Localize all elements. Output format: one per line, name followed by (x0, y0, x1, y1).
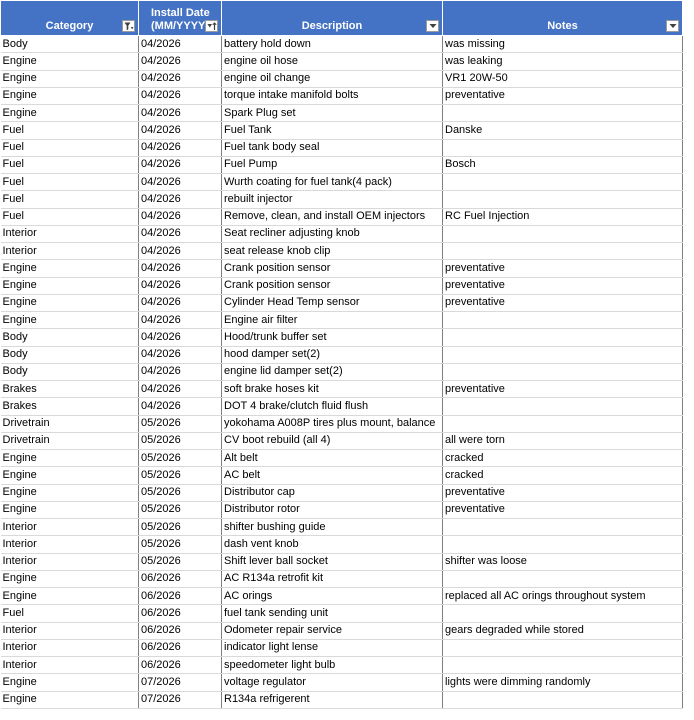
cell-category[interactable]: Engine (1, 260, 139, 277)
cell-notes[interactable]: Bosch (443, 156, 683, 173)
cell-install-date[interactable]: 04/2026 (139, 53, 222, 70)
cell-description[interactable]: voltage regulator (222, 674, 443, 691)
table-row (1, 381, 683, 398)
cell-category[interactable]: Engine (1, 501, 139, 518)
install-date-header[interactable] (139, 1, 222, 36)
cell-notes[interactable] (443, 346, 683, 363)
cell-notes[interactable]: preventative (443, 260, 683, 277)
cell-install-date[interactable]: 06/2026 (139, 657, 222, 674)
cell-category[interactable]: Interior (1, 657, 139, 674)
cell-notes[interactable] (443, 139, 683, 156)
cell-category[interactable]: Engine (1, 467, 139, 484)
cell-category[interactable]: Interior (1, 225, 139, 242)
cell-install-date[interactable]: 04/2026 (139, 225, 222, 242)
cell-description[interactable]: Crank position sensor (222, 277, 443, 294)
cell-description[interactable]: speedometer light bulb (222, 657, 443, 674)
cell-notes[interactable] (443, 398, 683, 415)
cell-description[interactable]: torque intake manifold bolts (222, 87, 443, 104)
description-header-label: Description (301, 20, 363, 32)
cell-category[interactable]: Drivetrain (1, 415, 139, 432)
cell-description[interactable]: Remove, clean, and install OEM injectors (222, 208, 443, 225)
cell-notes[interactable]: preventative (443, 381, 683, 398)
cell-description[interactable]: Cylinder Head Temp sensor (222, 294, 443, 311)
cell-install-date[interactable]: 07/2026 (139, 674, 222, 691)
filter-active-icon[interactable] (122, 20, 135, 32)
install-date-header-line1: Install Date (151, 7, 210, 19)
cell-category[interactable]: Interior (1, 536, 139, 553)
table-row (1, 674, 683, 691)
sort-ascending-icon[interactable] (205, 20, 218, 32)
cell-category[interactable]: Engine (1, 484, 139, 501)
cell-description[interactable]: Wurth coating for fuel tank(4 pack) (222, 174, 443, 191)
table-row (1, 53, 683, 70)
cell-category[interactable]: Body (1, 346, 139, 363)
cell-notes[interactable]: cracked (443, 450, 683, 467)
notes-header-label: Notes (547, 20, 578, 32)
cell-description[interactable]: Spark Plug set (222, 105, 443, 122)
table-body (1, 36, 683, 709)
cell-description[interactable]: Distributor rotor (222, 501, 443, 518)
cell-category[interactable]: Fuel (1, 605, 139, 622)
cell-install-date[interactable]: 05/2026 (139, 536, 222, 553)
cell-description[interactable]: dash vent knob (222, 536, 443, 553)
cell-description[interactable]: fuel tank sending unit (222, 605, 443, 622)
cell-install-date[interactable]: 05/2026 (139, 415, 222, 432)
cell-install-date[interactable]: 04/2026 (139, 243, 222, 260)
cell-install-date[interactable]: 04/2026 (139, 208, 222, 225)
cell-install-date[interactable]: 04/2026 (139, 277, 222, 294)
cell-notes[interactable] (443, 519, 683, 536)
cell-notes[interactable]: RC Fuel Injection (443, 208, 683, 225)
install-date-header-line2: (MM/YYYY (151, 20, 206, 32)
table-row (1, 519, 683, 536)
cell-category[interactable]: Interior (1, 622, 139, 639)
description-header[interactable] (222, 1, 443, 36)
header-row (1, 1, 683, 36)
table-row (1, 277, 683, 294)
cell-notes[interactable]: preventative (443, 87, 683, 104)
cell-notes[interactable] (443, 691, 683, 708)
cell-description[interactable]: rebuilt injector (222, 191, 443, 208)
cell-category[interactable]: Engine (1, 53, 139, 70)
table-row (1, 691, 683, 708)
table-row (1, 363, 683, 380)
cell-install-date[interactable]: 06/2026 (139, 605, 222, 622)
table-row (1, 36, 683, 53)
cell-description[interactable]: engine lid damper set(2) (222, 363, 443, 380)
cell-install-date[interactable]: 05/2026 (139, 432, 222, 449)
cell-category[interactable]: Fuel (1, 156, 139, 173)
cell-install-date[interactable]: 04/2026 (139, 363, 222, 380)
table-row (1, 225, 683, 242)
cell-description[interactable]: AC belt (222, 467, 443, 484)
cell-notes[interactable] (443, 415, 683, 432)
table-row (1, 553, 683, 570)
cell-category[interactable]: Engine (1, 312, 139, 329)
cell-category[interactable]: Engine (1, 674, 139, 691)
cell-install-date[interactable]: 06/2026 (139, 588, 222, 605)
table-row (1, 484, 683, 501)
table-row (1, 87, 683, 104)
cell-install-date[interactable]: 07/2026 (139, 691, 222, 708)
cell-notes[interactable] (443, 243, 683, 260)
cell-description[interactable]: CV boot rebuild (all 4) (222, 432, 443, 449)
cell-install-date[interactable]: 04/2026 (139, 260, 222, 277)
cell-category[interactable]: Drivetrain (1, 432, 139, 449)
cell-install-date[interactable]: 04/2026 (139, 381, 222, 398)
cell-description[interactable]: engine oil change (222, 70, 443, 87)
cell-category[interactable]: Engine (1, 294, 139, 311)
cell-category[interactable]: Fuel (1, 122, 139, 139)
cell-notes[interactable] (443, 312, 683, 329)
cell-description[interactable]: Seat recliner adjusting knob (222, 225, 443, 242)
cell-description[interactable]: DOT 4 brake/clutch fluid flush (222, 398, 443, 415)
cell-notes[interactable]: lights were dimming randomly (443, 674, 683, 691)
cell-notes[interactable]: VR1 20W-50 (443, 70, 683, 87)
table-row (1, 312, 683, 329)
cell-install-date[interactable]: 04/2026 (139, 398, 222, 415)
cell-install-date[interactable]: 04/2026 (139, 70, 222, 87)
category-header[interactable] (1, 1, 139, 36)
cell-install-date[interactable]: 04/2026 (139, 36, 222, 53)
cell-notes[interactable] (443, 657, 683, 674)
cell-description[interactable]: yokohama A008P tires plus mount, balance (222, 415, 443, 432)
cell-description[interactable]: R134a refrigerent (222, 691, 443, 708)
cell-category[interactable]: Brakes (1, 381, 139, 398)
cell-notes[interactable] (443, 105, 683, 122)
cell-install-date[interactable]: 05/2026 (139, 450, 222, 467)
cell-category[interactable]: Interior (1, 519, 139, 536)
table-row (1, 174, 683, 191)
cell-notes[interactable]: preventative (443, 294, 683, 311)
cell-notes[interactable] (443, 536, 683, 553)
cell-notes[interactable]: cracked (443, 467, 683, 484)
cell-category[interactable]: Engine (1, 105, 139, 122)
cell-description[interactable]: battery hold down (222, 36, 443, 53)
dropdown-arrow-icon[interactable] (666, 20, 679, 32)
cell-description[interactable]: Fuel Tank (222, 122, 443, 139)
cell-notes[interactable]: gears degraded while stored (443, 622, 683, 639)
cell-install-date[interactable]: 04/2026 (139, 174, 222, 191)
cell-install-date[interactable]: 04/2026 (139, 122, 222, 139)
cell-category[interactable]: Engine (1, 450, 139, 467)
table-row (1, 622, 683, 639)
cell-category[interactable]: Engine (1, 588, 139, 605)
cell-description[interactable]: Distributor cap (222, 484, 443, 501)
table-row (1, 191, 683, 208)
cell-category[interactable]: Engine (1, 277, 139, 294)
cell-category[interactable]: Engine (1, 70, 139, 87)
cell-category[interactable]: Fuel (1, 174, 139, 191)
cell-category[interactable]: Engine (1, 691, 139, 708)
cell-category[interactable]: Body (1, 329, 139, 346)
cell-install-date[interactable]: 04/2026 (139, 156, 222, 173)
table-row (1, 294, 683, 311)
cell-description[interactable]: Engine air filter (222, 312, 443, 329)
cell-description[interactable]: AC orings (222, 588, 443, 605)
cell-description[interactable]: Crank position sensor (222, 260, 443, 277)
cell-category[interactable]: Interior (1, 243, 139, 260)
table-row (1, 398, 683, 415)
cell-notes[interactable]: was leaking (443, 53, 683, 70)
notes-header[interactable] (443, 1, 683, 36)
cell-notes[interactable] (443, 363, 683, 380)
table-row (1, 605, 683, 622)
cell-category[interactable]: Interior (1, 639, 139, 656)
table-row (1, 450, 683, 467)
cell-install-date[interactable]: 04/2026 (139, 191, 222, 208)
cell-description[interactable]: indicator light lense (222, 639, 443, 656)
cell-category[interactable]: Fuel (1, 208, 139, 225)
table-row (1, 657, 683, 674)
cell-notes[interactable] (443, 605, 683, 622)
cell-install-date[interactable]: 04/2026 (139, 329, 222, 346)
table-row (1, 570, 683, 587)
cell-notes[interactable] (443, 329, 683, 346)
table-row (1, 588, 683, 605)
cell-description[interactable]: hood damper set(2) (222, 346, 443, 363)
cell-notes[interactable] (443, 174, 683, 191)
cell-notes[interactable]: Danske (443, 122, 683, 139)
table-row (1, 122, 683, 139)
cell-category[interactable]: Engine (1, 570, 139, 587)
cell-notes[interactable]: was missing (443, 36, 683, 53)
cell-description[interactable]: Hood/trunk buffer set (222, 329, 443, 346)
table-row (1, 536, 683, 553)
table-row (1, 415, 683, 432)
cell-description[interactable]: Fuel Pump (222, 156, 443, 173)
table-row (1, 139, 683, 156)
table-row (1, 208, 683, 225)
cell-notes[interactable]: preventative (443, 277, 683, 294)
cell-notes[interactable]: all were torn (443, 432, 683, 449)
cell-install-date[interactable]: 04/2026 (139, 294, 222, 311)
cell-category[interactable]: Fuel (1, 191, 139, 208)
cell-install-date[interactable]: 04/2026 (139, 346, 222, 363)
category-header-label: Category (45, 20, 94, 32)
cell-description[interactable]: Shift lever ball socket (222, 553, 443, 570)
table-row (1, 432, 683, 449)
cell-notes[interactable]: shifter was loose (443, 553, 683, 570)
cell-category[interactable]: Engine (1, 87, 139, 104)
cell-install-date[interactable]: 04/2026 (139, 105, 222, 122)
cell-description[interactable]: Alt belt (222, 450, 443, 467)
cell-description[interactable]: Odometer repair service (222, 622, 443, 639)
cell-install-date[interactable]: 06/2026 (139, 622, 222, 639)
table-row (1, 260, 683, 277)
cell-install-date[interactable]: 06/2026 (139, 570, 222, 587)
table-row (1, 105, 683, 122)
table-row (1, 346, 683, 363)
cell-notes[interactable]: preventative (443, 484, 683, 501)
cell-category[interactable]: Brakes (1, 398, 139, 415)
cell-install-date[interactable]: 05/2026 (139, 484, 222, 501)
cell-category[interactable]: Body (1, 36, 139, 53)
cell-description[interactable]: AC R134a retrofit kit (222, 570, 443, 587)
cell-category[interactable]: Fuel (1, 139, 139, 156)
cell-description[interactable]: soft brake hoses kit (222, 381, 443, 398)
cell-description[interactable]: shifter bushing guide (222, 519, 443, 536)
table-row (1, 329, 683, 346)
table-row (1, 156, 683, 173)
dropdown-arrow-icon[interactable] (426, 20, 439, 32)
cell-notes[interactable] (443, 191, 683, 208)
table-row (1, 639, 683, 656)
cell-description[interactable]: seat release knob clip (222, 243, 443, 260)
table-row (1, 243, 683, 260)
cell-install-date[interactable]: 05/2026 (139, 519, 222, 536)
table-row (1, 70, 683, 87)
cell-install-date[interactable]: 05/2026 (139, 553, 222, 570)
cell-description[interactable]: Fuel tank body seal (222, 139, 443, 156)
cell-category[interactable]: Interior (1, 553, 139, 570)
cell-category[interactable]: Body (1, 363, 139, 380)
table-row (1, 467, 683, 484)
cell-install-date[interactable]: 05/2026 (139, 501, 222, 518)
cell-install-date[interactable]: 04/2026 (139, 312, 222, 329)
cell-install-date[interactable]: 06/2026 (139, 639, 222, 656)
cell-install-date[interactable]: 04/2026 (139, 87, 222, 104)
cell-notes[interactable] (443, 570, 683, 587)
cell-notes[interactable]: replaced all AC orings throughout system (443, 588, 683, 605)
cell-notes[interactable] (443, 225, 683, 242)
table-row (1, 501, 683, 518)
cell-notes[interactable] (443, 639, 683, 656)
cell-description[interactable]: engine oil hose (222, 53, 443, 70)
cell-notes[interactable]: preventative (443, 501, 683, 518)
cell-install-date[interactable]: 05/2026 (139, 467, 222, 484)
cell-install-date[interactable]: 04/2026 (139, 139, 222, 156)
